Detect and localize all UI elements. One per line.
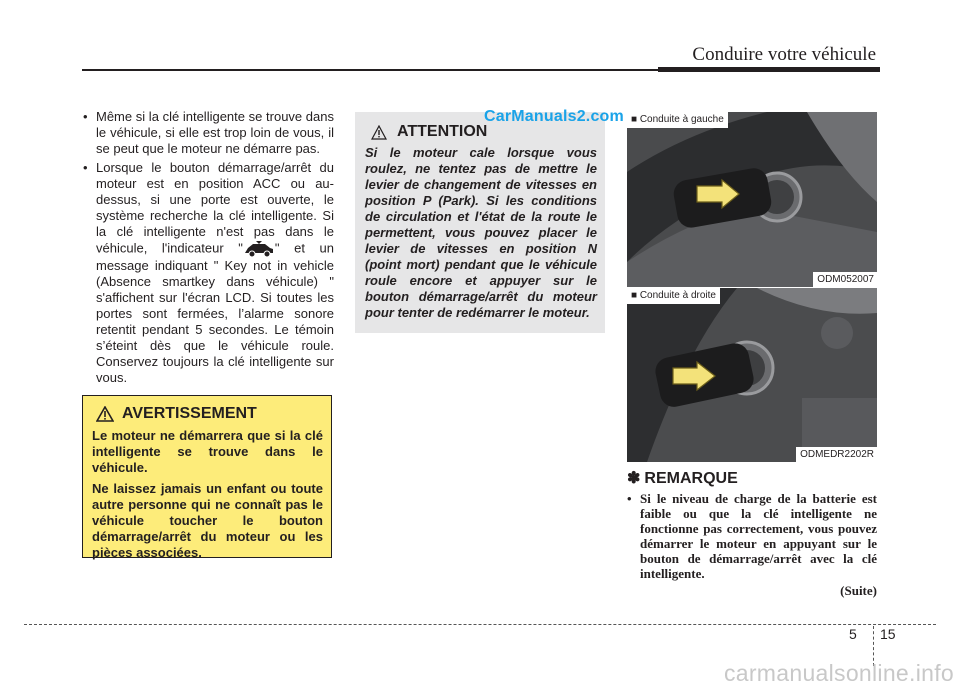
header-rule-accent <box>658 67 880 72</box>
bullet-text: Même si la clé intelligente se trouve dans le véhicule, si elle est trop loin de vous, il se peut que le moteur ne démarre pas. <box>96 109 334 156</box>
photo-left-hand-drive <box>627 112 877 287</box>
body-column-left <box>82 109 334 389</box>
attention-box <box>355 112 605 333</box>
bullet-text-continued: " et un message indiquant " Key not in vehicle (Absence smartkey dans véhicule) " s'affichent sur l'écran LCD. Si toutes les portes sont fermées, l’alarme sonore retentit pendant 5 secondes. Le témoin s’éteint dès que le véhicule roule. Conservez toujours la clé intelligente sur vous. <box>96 240 334 385</box>
footer-divider <box>24 624 936 625</box>
continued-label: (Suite) <box>840 583 877 598</box>
photo-right-hand-drive <box>627 288 877 462</box>
bullet-dot: • <box>83 109 88 124</box>
caution-triangle-icon <box>371 125 387 140</box>
attention-title: ATTENTION <box>397 123 488 140</box>
note-text: Si le niveau de charge de la batterie est faible ou que la clé intelligente ne fonctionne pas correctement, vous pouvez démarrer le moteur en appuyant sur le bouton de démarrage/arrêt avec la clé intelligente. <box>640 491 877 581</box>
bullet-dot: • <box>627 491 632 506</box>
note-title: REMARQUE <box>644 470 738 487</box>
steering-key-illustration <box>627 288 877 462</box>
note-item <box>627 491 877 581</box>
header-rule <box>82 69 660 71</box>
note-star-icon: ✽ <box>627 470 641 487</box>
list-item <box>82 109 334 157</box>
bullet-dot: • <box>83 160 88 175</box>
warning-paragraph: Ne laissez jamais un enfant ou toute autre personne qui ne connaît pas le véhicule toucher le bouton démarrage/arrêt du moteur ou les pièces associées. <box>92 481 323 560</box>
warning-title: AVERTISSEMENT <box>122 405 257 422</box>
warning-paragraph: Le moteur ne démarrera que si la clé intelligente se trouve dans le véhicule. <box>92 428 323 475</box>
note-heading <box>627 468 877 488</box>
photo-caption: ■ Conduite à gauche <box>627 112 728 128</box>
attention-text: Si le moteur cale lorsque vous roulez, ne tentez pas de mettre le levier de changement de vitesses en position P (Park). Si les conditions de circulation et l'état de la route le permettent, vous pouvez placer le levier de vitesses en position N (point mort) pendant que le véhicule roule encore et appuyer sur le bouton démarrage/arrêt du moteur pour tenter de redémarrer le moteur. <box>365 145 597 320</box>
watermark-bottom: carmanualsonline.info <box>723 660 954 686</box>
warning-heading <box>92 405 323 423</box>
steering-key-illustration <box>627 112 877 287</box>
warning-box <box>82 395 332 558</box>
page-number: 15 <box>880 626 896 642</box>
photo-code: ODMEDR2202R <box>796 447 877 462</box>
page-header-title: Conduire votre véhicule <box>692 44 876 65</box>
note-section <box>627 468 877 599</box>
section-number: 5 <box>849 626 857 642</box>
list-item <box>82 160 334 386</box>
key-not-in-vehicle-icon <box>243 240 275 258</box>
watermark-link[interactable]: CarManuals2.com <box>484 108 624 125</box>
photo-code: ODM052007 <box>813 272 877 287</box>
photo-caption: ■ Conduite à droite <box>627 288 720 304</box>
warning-triangle-icon <box>96 406 114 422</box>
bullet-text: Lorsque le bouton démarrage/arrêt du moteur est en position ACC ou au-dessus, si une porte est ouverte, le système recherche la clé intelligente. Si la clé intelligente n'est pas dans le véhicule, l'indicateur " <box>96 160 334 256</box>
